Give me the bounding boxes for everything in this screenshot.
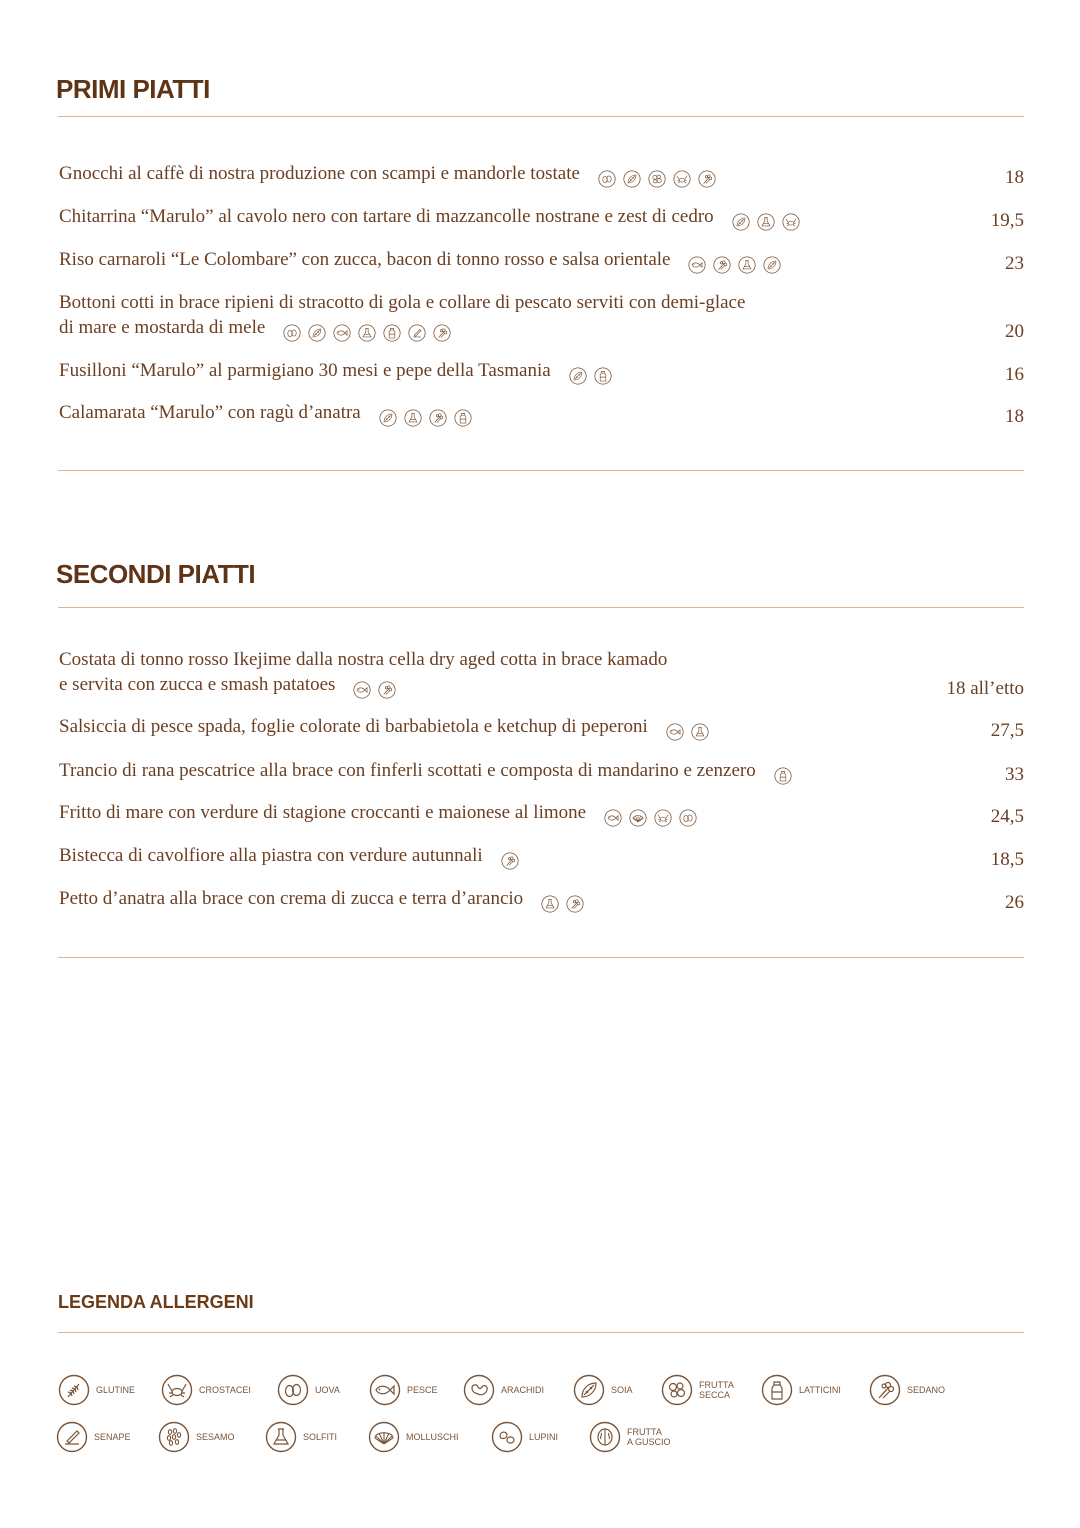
- dish-price: 33: [1005, 764, 1024, 785]
- legend-label: GLUTINE: [96, 1385, 136, 1395]
- milk-icon: [774, 767, 792, 785]
- dish-price: 18: [1005, 406, 1024, 427]
- legend-item: [761, 1374, 841, 1406]
- sulfites-icon: [404, 409, 422, 427]
- dish-name-line-2: di mare e mostarda di mele: [59, 317, 266, 338]
- dish-name: Riso carnaroli “Le Colombare” con zucca, bacon di tonno rosso e salsa orientale: [59, 249, 671, 270]
- allergen-icons: [379, 404, 479, 429]
- menu-item: [59, 758, 1024, 787]
- celery-icon: [566, 895, 584, 913]
- dish-name: Chitarrina “Marulo” al cavolo nero con tartare di mazzancolle nostrane e zest di cedro: [59, 206, 714, 227]
- dish-price: 18: [1005, 167, 1024, 188]
- allergen-icons: [569, 362, 619, 387]
- legend-item: [368, 1421, 459, 1453]
- menu-item: [59, 714, 1024, 743]
- fish-icon: [333, 324, 351, 342]
- legend-item: [661, 1374, 734, 1406]
- legend-label: FRUTTA SECCA: [699, 1380, 734, 1400]
- allergen-icons: [598, 165, 723, 190]
- dish-name: Calamarata “Marulo” con ragù d’anatra: [59, 402, 361, 423]
- allergen-icons: [353, 676, 403, 701]
- legend-item: [491, 1421, 558, 1453]
- crab-icon: [673, 170, 691, 188]
- legend-label: MOLLUSCHI: [406, 1432, 459, 1442]
- dish-name: Trancio di rana pescatrice alla brace con finferli scottati e composta di mandarino e zenzero: [59, 760, 756, 781]
- dish-name: Bistecca di cavolfiore alla piastra con verdure autunnali: [59, 845, 483, 866]
- legend-label: PESCE: [407, 1385, 438, 1395]
- dish-name: Petto d’anatra alla brace con crema di zucca e terra d’arancio: [59, 888, 524, 909]
- menu-item: [59, 886, 1024, 915]
- section-title-primi: PRIMI PIATTI: [56, 74, 210, 104]
- celery-icon: [713, 256, 731, 274]
- legend-label: SESAMO: [196, 1432, 235, 1442]
- divider: [58, 607, 1024, 608]
- menu-item: [59, 647, 1024, 701]
- legend-title: LEGENDA ALLERGENI: [58, 1292, 254, 1312]
- fish-icon: [604, 809, 622, 827]
- celery-icon: [501, 852, 519, 870]
- milk-icon: [383, 324, 401, 342]
- mustard-icon: [56, 1421, 88, 1453]
- menu-item: [59, 290, 1024, 344]
- soy-icon: [732, 213, 750, 231]
- legend-label: UOVA: [315, 1385, 340, 1395]
- fish-icon: [666, 723, 684, 741]
- celery-icon: [378, 681, 396, 699]
- allergen-icons: [732, 208, 807, 233]
- celery-icon: [869, 1374, 901, 1406]
- legend-label: SENAPE: [94, 1432, 131, 1442]
- dish-name-line-1: Costata di tonno rosso Ikejime dalla nostra cella dry aged cotta in brace kamado: [59, 649, 668, 670]
- dish-name: Fritto di mare con verdure di stagione croccanti e maionese al limone: [59, 802, 587, 823]
- dish-name: Salsiccia di pesce spada, foglie colorate di barbabietola e ketchup di peperoni: [59, 716, 648, 737]
- allergen-icons: [501, 847, 526, 872]
- shell-icon: [629, 809, 647, 827]
- legend-item: [58, 1374, 135, 1406]
- divider: [58, 470, 1024, 471]
- divider: [58, 116, 1024, 117]
- allergen-icons: [688, 251, 788, 276]
- dish-price: 24,5: [990, 806, 1024, 827]
- legend-label: LATTICINI: [799, 1385, 841, 1395]
- dish-name-line-1: Bottoni cotti in brace ripieni di stracotto di gola e collare di pescato serviti con demi-glace: [59, 292, 746, 313]
- crab-icon: [161, 1374, 193, 1406]
- celery-icon: [429, 409, 447, 427]
- dish-price: 27,5: [990, 720, 1024, 741]
- walnut-icon: [589, 1421, 621, 1453]
- soy-icon: [573, 1374, 605, 1406]
- menu-item: [59, 247, 1024, 276]
- divider: [58, 1332, 1024, 1333]
- eggs-icon: [679, 809, 697, 827]
- legend-item: [277, 1374, 340, 1406]
- soy-icon: [308, 324, 326, 342]
- crab-icon: [782, 213, 800, 231]
- dish-name-line-2: e servita con zucca e smash patatoes: [59, 674, 336, 695]
- legend-label: ARACHIDI: [501, 1385, 545, 1395]
- legend-item: [161, 1374, 251, 1406]
- menu-item: [59, 161, 1024, 190]
- fish-icon: [353, 681, 371, 699]
- wheat-icon: [58, 1374, 90, 1406]
- sulfites-icon: [541, 895, 559, 913]
- dish-price: 18 all’etto: [946, 678, 1024, 699]
- soy-icon: [569, 367, 587, 385]
- dish-price: 23: [1005, 253, 1024, 274]
- allergen-icons: [541, 890, 591, 915]
- milk-icon: [454, 409, 472, 427]
- legend-label: SEDANO: [907, 1385, 946, 1395]
- legend-item: [265, 1421, 337, 1453]
- dish-price: 26: [1005, 892, 1024, 913]
- legend-item: [573, 1374, 633, 1406]
- sulfites-icon: [691, 723, 709, 741]
- legend-item: [369, 1374, 438, 1406]
- fish-icon: [688, 256, 706, 274]
- dish-name: Gnocchi al caffè di nostra produzione con scampi e mandorle tostate: [59, 163, 580, 184]
- allergen-icons: [604, 804, 704, 829]
- divider: [58, 957, 1024, 958]
- legend-item: [56, 1421, 131, 1453]
- allergen-icons: [283, 319, 458, 344]
- crab-icon: [654, 809, 672, 827]
- celery-icon: [433, 324, 451, 342]
- menu-item: [59, 843, 1024, 872]
- celery-icon: [698, 170, 716, 188]
- dish-price: 16: [1005, 364, 1024, 385]
- sesame-icon: [158, 1421, 190, 1453]
- menu-item: [59, 800, 1024, 829]
- allergen-icons: [774, 762, 799, 787]
- sulfites-icon: [358, 324, 376, 342]
- dish-price: 19,5: [990, 210, 1024, 231]
- eggs-icon: [277, 1374, 309, 1406]
- allergen-icons: [666, 718, 716, 743]
- legend-item: [869, 1374, 945, 1406]
- soy-icon: [379, 409, 397, 427]
- menu-item: [59, 358, 1024, 387]
- milk-icon: [761, 1374, 793, 1406]
- milk-icon: [594, 367, 612, 385]
- section-title-secondi: SECONDI PIATTI: [56, 559, 256, 589]
- eggs-icon: [598, 170, 616, 188]
- dish-price: 20: [1005, 321, 1024, 342]
- sulfites-icon: [265, 1421, 297, 1453]
- fish-icon: [369, 1374, 401, 1406]
- legend-label: SOIA: [611, 1385, 633, 1395]
- dish-price: 18,5: [990, 849, 1024, 870]
- soy-icon: [623, 170, 641, 188]
- legend-label: CROSTACEI: [199, 1385, 251, 1395]
- lupin-icon: [491, 1421, 523, 1453]
- sulfites-icon: [738, 256, 756, 274]
- peanut-icon: [463, 1374, 495, 1406]
- shell-icon: [368, 1421, 400, 1453]
- legend-label: FRUTTA A GUSCIO: [627, 1427, 671, 1447]
- menu-item: [59, 204, 1024, 233]
- eggs-icon: [283, 324, 301, 342]
- legend-item: [158, 1421, 235, 1453]
- soy-icon: [763, 256, 781, 274]
- legend-label: SOLFITI: [303, 1432, 338, 1442]
- dish-name: Fusilloni “Marulo” al parmigiano 30 mesi e pepe della Tasmania: [59, 360, 551, 381]
- sulfites-icon: [757, 213, 775, 231]
- legend-item: [589, 1421, 671, 1453]
- menu-item: [59, 400, 1024, 429]
- mustard-icon: [408, 324, 426, 342]
- nuts-icon: [648, 170, 666, 188]
- nuts-icon: [661, 1374, 693, 1406]
- legend-item: [463, 1374, 544, 1406]
- legend-label: LUPINI: [529, 1432, 559, 1442]
